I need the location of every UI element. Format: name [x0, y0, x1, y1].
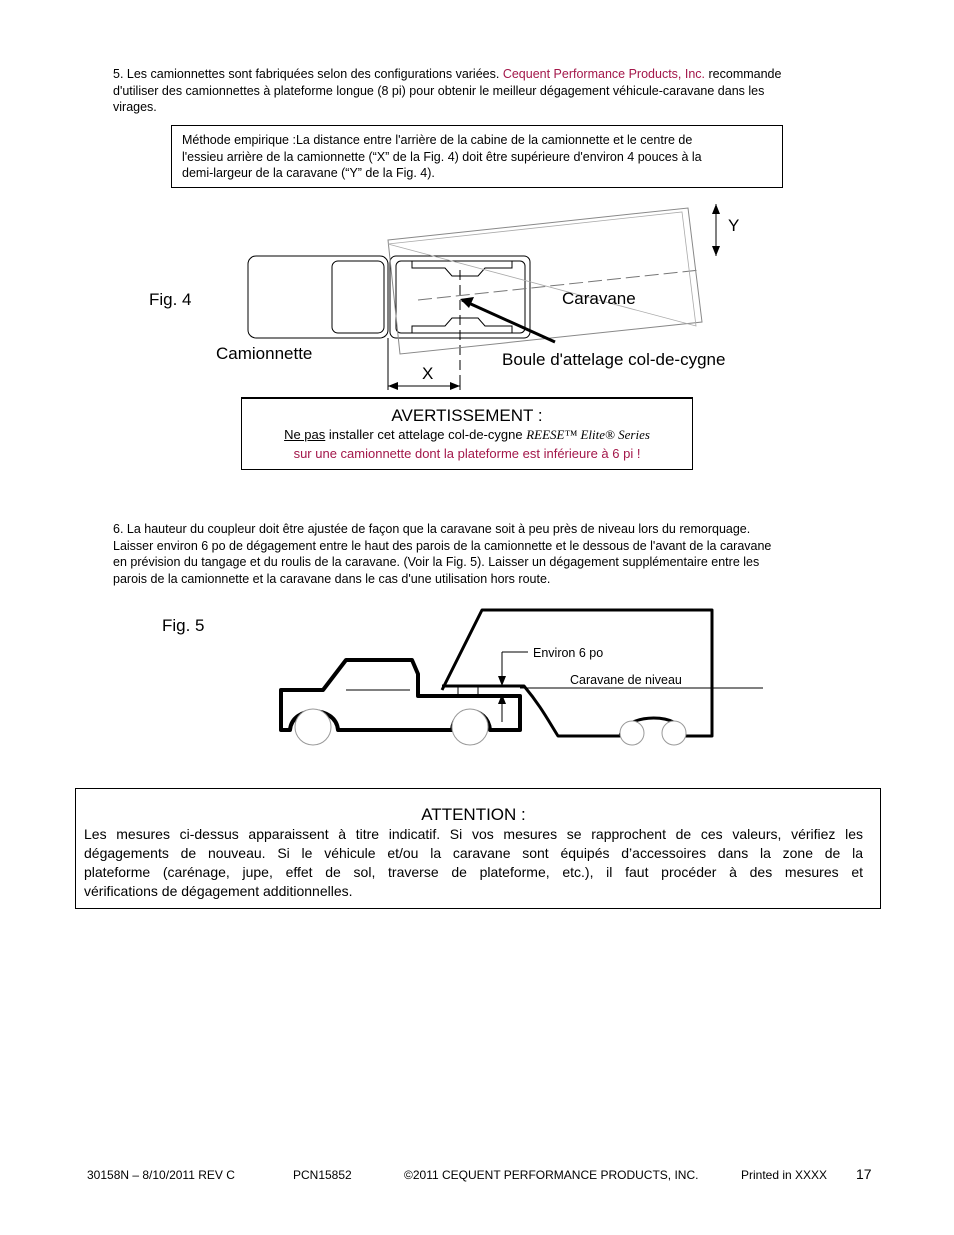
fig4-label: Fig. 4	[149, 290, 192, 309]
fig5-level-label: Caravane de niveau	[570, 673, 682, 687]
truck-front-wheel	[295, 709, 331, 745]
warning-ne-pas: Ne pas	[284, 427, 326, 442]
fig5-clearance-label: Environ 6 po	[533, 646, 604, 660]
warning-title: AVERTISSEMENT :	[391, 406, 543, 425]
step5-line3: virages.	[113, 100, 157, 114]
step6-line1: 6. La hauteur du coupleur doit être ajustée de façon que la caravane soit à peu près de niveau lors du remorquage.	[113, 522, 751, 536]
warning-text1: installer cet attelage col-de-cygne	[328, 427, 523, 442]
fig4-trailer-label: Caravane	[562, 289, 636, 308]
fig4-y-label: Y	[728, 216, 740, 235]
fig4-ball-label: Boule d'attelage col-de-cygne	[502, 350, 726, 369]
step5-intro: 5. Les camionnettes sont fabriquées selon des configurations variées.	[113, 67, 500, 81]
attention-line3: plateforme (carénage, jupe, effet de sol, traverse de plateforme, etc.), il faut procéder à des mesures et	[84, 864, 863, 880]
attention-title: ATTENTION :	[421, 805, 526, 824]
fig4-truck-label: Camionnette	[216, 344, 313, 363]
footer	[0, 1168, 954, 1188]
attention-line2: dégagements de nouveau. Si le véhicule et/ou la caravane sont équipés d’accessoires dans la zone de la	[84, 845, 863, 861]
warning-brand: REESE™ Elite® Series	[526, 427, 650, 442]
attention-line1: Les mesures ci-dessus apparaissent à titre indicatif. Si vos mesures se rapprochent de ces valeurs, vérifiez les	[84, 826, 863, 842]
trailer-wheel-2	[662, 721, 686, 745]
step6-line3: en prévision du tangage et du roulis de la caravane. (Voir la Fig. 5). Laisser un dégagement supplémentaire entre les	[113, 555, 760, 569]
step6-line4: parois de la camionnette et la caravane dans le cas d'une utilisation hors route.	[113, 571, 551, 586]
trailer-wheel-1	[620, 721, 644, 745]
rule-line3: demi-largeur de la caravane (“Y” de la Fig. 4).	[182, 166, 435, 180]
step6-line2: Laisser environ 6 po de dégagement entre le haut des parois de la camionnette et le dessous de l'avant de la caravane	[113, 538, 772, 553]
step5-rest: recommande	[708, 67, 782, 81]
footer-page-number: 17	[856, 1166, 872, 1182]
rule-line1: Méthode empirique :La distance entre l'arrière de la cabine de la camionnette et le centre de	[182, 133, 693, 147]
footer-copyright: ©2011 CEQUENT PERFORMANCE PRODUCTS, INC.	[404, 1168, 699, 1182]
company-name: Cequent Performance Products, Inc.	[502, 67, 706, 81]
attention-body	[84, 825, 863, 901]
footer-pcn: PCN15852	[293, 1168, 352, 1182]
truck-rear-wheel	[452, 709, 488, 745]
attention-box	[75, 788, 881, 909]
fig4-x-label: X	[422, 364, 434, 383]
footer-printed: Printed in XXXX	[741, 1168, 828, 1182]
rule-line2: l'essieu arrière de la camionnette (“X” de la Fig. 4) doit être supérieure d'environ 4 pouces à la	[182, 149, 702, 164]
footer-doc-number: 30158N – 8/10/2011 REV C	[87, 1168, 235, 1182]
step5-line2: d'utiliser des camionnettes à plateforme longue (8 pi) pour obtenir le meilleur dégagement véhicule-caravane dans les	[113, 83, 765, 98]
attention-line4: vérifications de dégagement additionnelles.	[84, 883, 353, 899]
warning-line2: sur une camionnette dont la plateforme est inférieure à 6 pi !	[293, 446, 641, 461]
fig5-label: Fig. 5	[162, 616, 205, 635]
